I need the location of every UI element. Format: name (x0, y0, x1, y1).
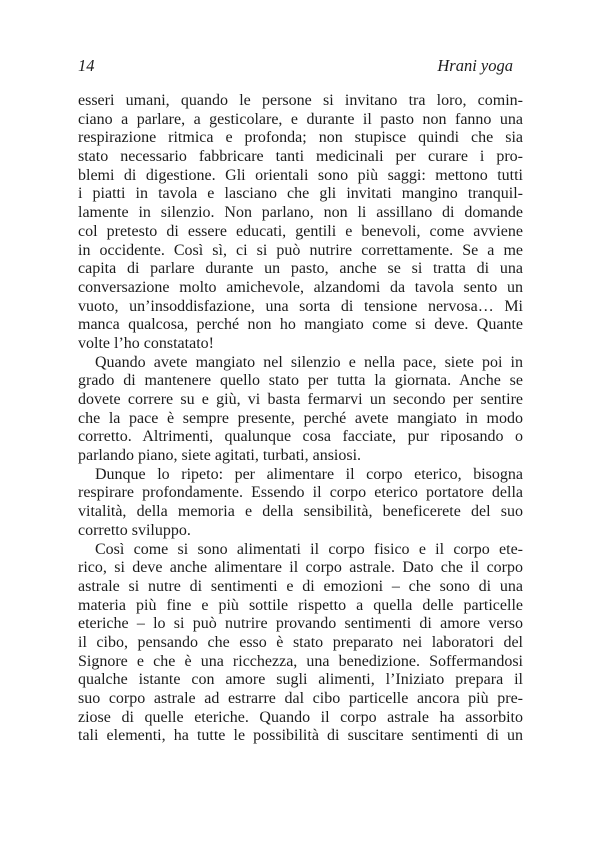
running-header (78, 57, 523, 74)
text-line: astrale si nutre di sentimenti e di emozioni – che sono di una (78, 577, 523, 595)
paragraph (78, 92, 523, 354)
text-line: ziose di quelle eteriche. Quando il corpo astrale ha assorbito (78, 708, 523, 726)
text-line: materia più fine e più sottile rispetto a quella delle particelle (78, 596, 523, 614)
text-line: lamente in silenzio. Non parlano, non li assillano di domande (78, 204, 523, 222)
text-line: respirazione ritmica e profonda; non stupisce quindi che sia (78, 129, 523, 147)
text-line: Signore e che è una ricchezza, una benedizione. Soffermandosi (78, 652, 523, 670)
text-line: tali elementi, ha tutte le possibilità di suscitare sentimenti di un (78, 727, 523, 745)
text-line: respirare profondamente. Essendo il corpo eterico portatore della (78, 484, 523, 502)
text-line: dovete correre su e giù, vi basta fermarvi un secondo per sentire (78, 391, 523, 408)
text-line: capita di parlare durante un pasto, anche se si tratta di una (78, 260, 523, 278)
running-title: Hrani yoga (437, 56, 513, 75)
page-body (78, 92, 523, 746)
text-line: in occidente. Così sì, ci si può nutrire correttamente. Se a me (78, 241, 523, 259)
text-line: Dunque lo ripeto: per alimentare il corpo eterico, bisogna (95, 465, 523, 483)
text-line: manca qualcosa, perché non ho mangiato come si deve. Quante (78, 316, 523, 334)
text-line: eteriche – lo si può nutrire provando sentimenti di amore verso (78, 615, 523, 633)
text-line: parlando piano, siete agitati, turbati, ansiosi. (78, 447, 362, 465)
text-line: col pretesto di essere educati, gentili e benevoli, come avviene (78, 222, 523, 240)
text-line: vuoto, un’insoddisfazione, una sorta di tensione nervosa… Mi (78, 297, 523, 315)
text-line: corretto. Altrimenti, qualunque cosa facciate, pur riposando o (78, 428, 523, 446)
text-line: che la pace è sempre presente, perché avete mangiato in modo (78, 409, 523, 427)
text-line: grado di mantenere quello stato per tutta la giornata. Anche se (78, 372, 523, 390)
text-line: ciano a parlare, a gesticolare, e durante il pasto non fanno una (78, 110, 523, 128)
text-line: conversazione molto amichevole, alzandomi da tavola sento un (78, 278, 523, 296)
text-line: il cibo, pensando che esso è stato preparato nei laboratori del (78, 633, 523, 651)
text-line: Così come si sono alimentati il corpo fisico e il corpo ete- (95, 540, 523, 558)
text-line: i piatti in tavola e lasciano che gli invitati mangino tranquil- (78, 185, 523, 203)
text-line: stato necessario fabbricare tanti medicinali per curare i pro- (78, 148, 523, 166)
paragraph (78, 541, 523, 747)
paragraph (78, 354, 523, 466)
text-line: qualche istante con amore sugli alimenti, l’Iniziato prepara il (78, 671, 523, 689)
paragraph (78, 466, 523, 541)
text-line: Quando avete mangiato nel silenzio e nella pace, siete poi in (95, 353, 523, 371)
text-line: esseri umani, quando le persone si invitano tra loro, comin- (78, 92, 523, 109)
text-line: vitalità, della memoria e della sensibilità, beneficerete del suo (78, 503, 523, 521)
text-line: blemi di digestione. Gli orientali sono più saggi: mettono tutti (78, 166, 523, 184)
text-line: rico, si deve anche alimentare il corpo astrale. Dato che il corpo (78, 559, 523, 577)
page-number: 14 (78, 56, 95, 75)
text-line: volte l’ho constatato! (78, 334, 214, 352)
text-line: corretto sviluppo. (78, 521, 191, 539)
text-line: suo corpo astrale ad estrarre dal cibo particelle ancora più pre- (78, 690, 523, 707)
